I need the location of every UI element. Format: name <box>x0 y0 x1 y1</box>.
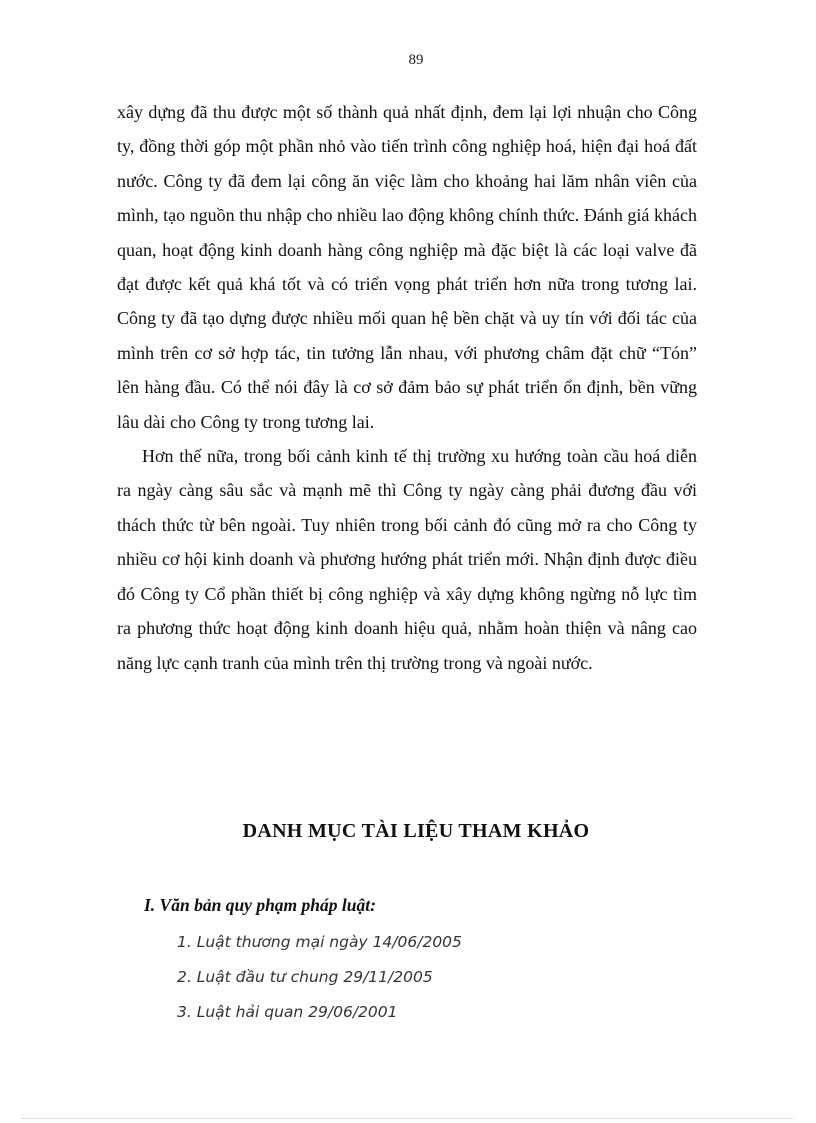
bottom-rule <box>22 1118 794 1119</box>
reference-item: 1. Luật thương mại ngày 14/06/2005 <box>177 933 462 951</box>
page-number: 89 <box>408 52 424 68</box>
reference-item: 3. Luật hải quan 29/06/2001 <box>177 1003 398 1021</box>
paragraph: Hơn thế nữa, trong bối cảnh kinh tế thị trường xu hướng toàn cầu hoá diễn ra ngày càng sâu sắc và mạnh mẽ thì Công ty ngày càng phải đương đầu với thách thức từ bên ngoài. Tuy nhiên trong bối cảnh đó cũng mở ra cho Công ty nhiều cơ hội kinh doanh và phương hướng phát triển mới. Nhận định được điều đó Công ty Cổ phần thiết bị công nghiệp và xây dựng không ngừng nỗ lực tìm ra phương thức hoạt động kinh doanh hiệu quả, nhằm hoàn thiện và nâng cao năng lực cạnh tranh của mình trên thị trường trong và ngoài nước. <box>117 446 697 673</box>
references-section-heading: I. Văn bản quy phạm pháp luật: <box>144 895 376 915</box>
body-text <box>117 95 697 680</box>
paragraph-continuation: xây dựng đã thu được một số thành quả nhất định, đem lại lợi nhuận cho Công ty, đồng thời góp một phần nhỏ vào tiến trình công nghiệp hoá, hiện đại hoá đất nước. Công ty đã đem lại công ăn việc làm cho khoảng hai lăm nhân viên của mình, tạo nguồn thu nhập cho nhiều lao động không chính thức. Đánh giá khách quan, hoạt động kinh doanh hàng công nghiệp mà đặc biệt là các loại valve đã đạt được kết quả khá tốt và có triển vọng phát triển hơn nữa trong tương lai. Công ty đã tạo dựng được nhiều mối quan hệ bền chặt và uy tín với đối tác của mình trên cơ sở hợp tác, tin tưởng lẫn nhau, với phương châm đặt chữ “Tón” lên hàng đầu. Có thể nói đây là cơ sở đảm bảo sự phát triển ổn định, bền vững lâu dài cho Công ty trong tương lai. <box>117 102 697 432</box>
references-title: DANH MỤC TÀI LIỆU THAM KHẢO <box>242 820 590 842</box>
reference-item: 2. Luật đầu tư chung 29/11/2005 <box>177 968 433 986</box>
references-list <box>177 925 462 1030</box>
